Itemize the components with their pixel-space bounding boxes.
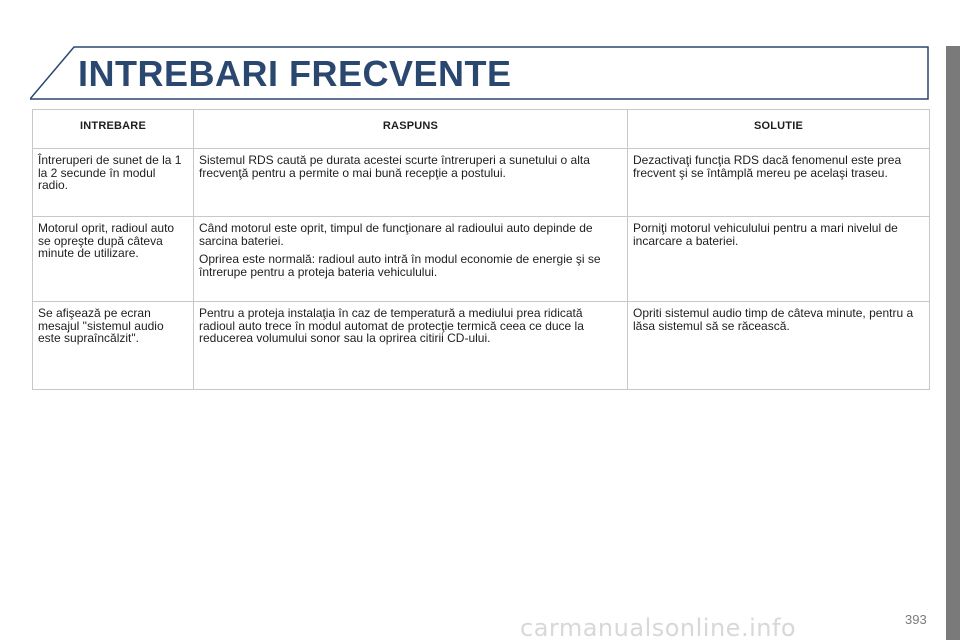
page-number: 393	[905, 612, 927, 627]
solution-cell: Porniţi motorul vehiculului pentru a mari nivelul de incarcare a bateriei.	[628, 217, 930, 302]
question-cell: Motorul oprit, radioul auto se opreşte după câteva minute de utilizare.	[33, 217, 194, 302]
answer-paragraph: Pentru a proteja instalaţia în caz de temperatură a mediului prea ridicată radioul auto trece în modul automat de protecţie termică ceea ce duce la reducerea volumului sonor sau la oprirea citirii CD-ului.	[199, 306, 584, 345]
table-row	[33, 149, 930, 217]
faq-table	[32, 109, 930, 390]
answer-cell	[194, 302, 628, 390]
answer-cell	[194, 149, 628, 217]
section-side-bar	[946, 46, 960, 640]
answer-paragraph: Când motorul este oprit, timpul de funcţionare al radioului auto depinde de sarcina bateriei.	[199, 221, 593, 248]
table-header-row	[33, 110, 930, 149]
question-cell: Întreruperi de sunet de la 1 la 2 secunde în modul radio.	[33, 149, 194, 217]
solution-cell: Opriti sistemul audio timp de câteva minute, pentru a lăsa sistemul să se răcească.	[628, 302, 930, 390]
table-row	[33, 302, 930, 390]
table-row	[33, 217, 930, 302]
solution-cell: Dezactivaţi funcţia RDS dacă fenomenul este prea frecvent şi se întâmplă mereu pe acelaşi traseu.	[628, 149, 930, 217]
column-header-solution: SOLUTIE	[628, 110, 930, 149]
answer-paragraph: Sistemul RDS caută pe durata acestei scurte întreruperi a sunetului o alta frecvenţă pentru a permite o mai bună recepţie a postului.	[199, 153, 590, 180]
answer-paragraph: Oprirea este normală: radioul auto intră în modul economie de energie şi se întrerupe pentru a proteja bateria vehiculului.	[199, 252, 601, 279]
column-header-answer: RASPUNS	[194, 110, 628, 149]
answer-cell	[194, 217, 628, 302]
column-header-question: INTREBARE	[33, 110, 194, 149]
question-cell: Se afişează pe ecran mesajul "sistemul audio este supraîncălzit".	[33, 302, 194, 390]
watermark: carmanualsonline.info	[520, 614, 797, 642]
page-title: INTREBARI FRECVENTE	[78, 53, 512, 94]
